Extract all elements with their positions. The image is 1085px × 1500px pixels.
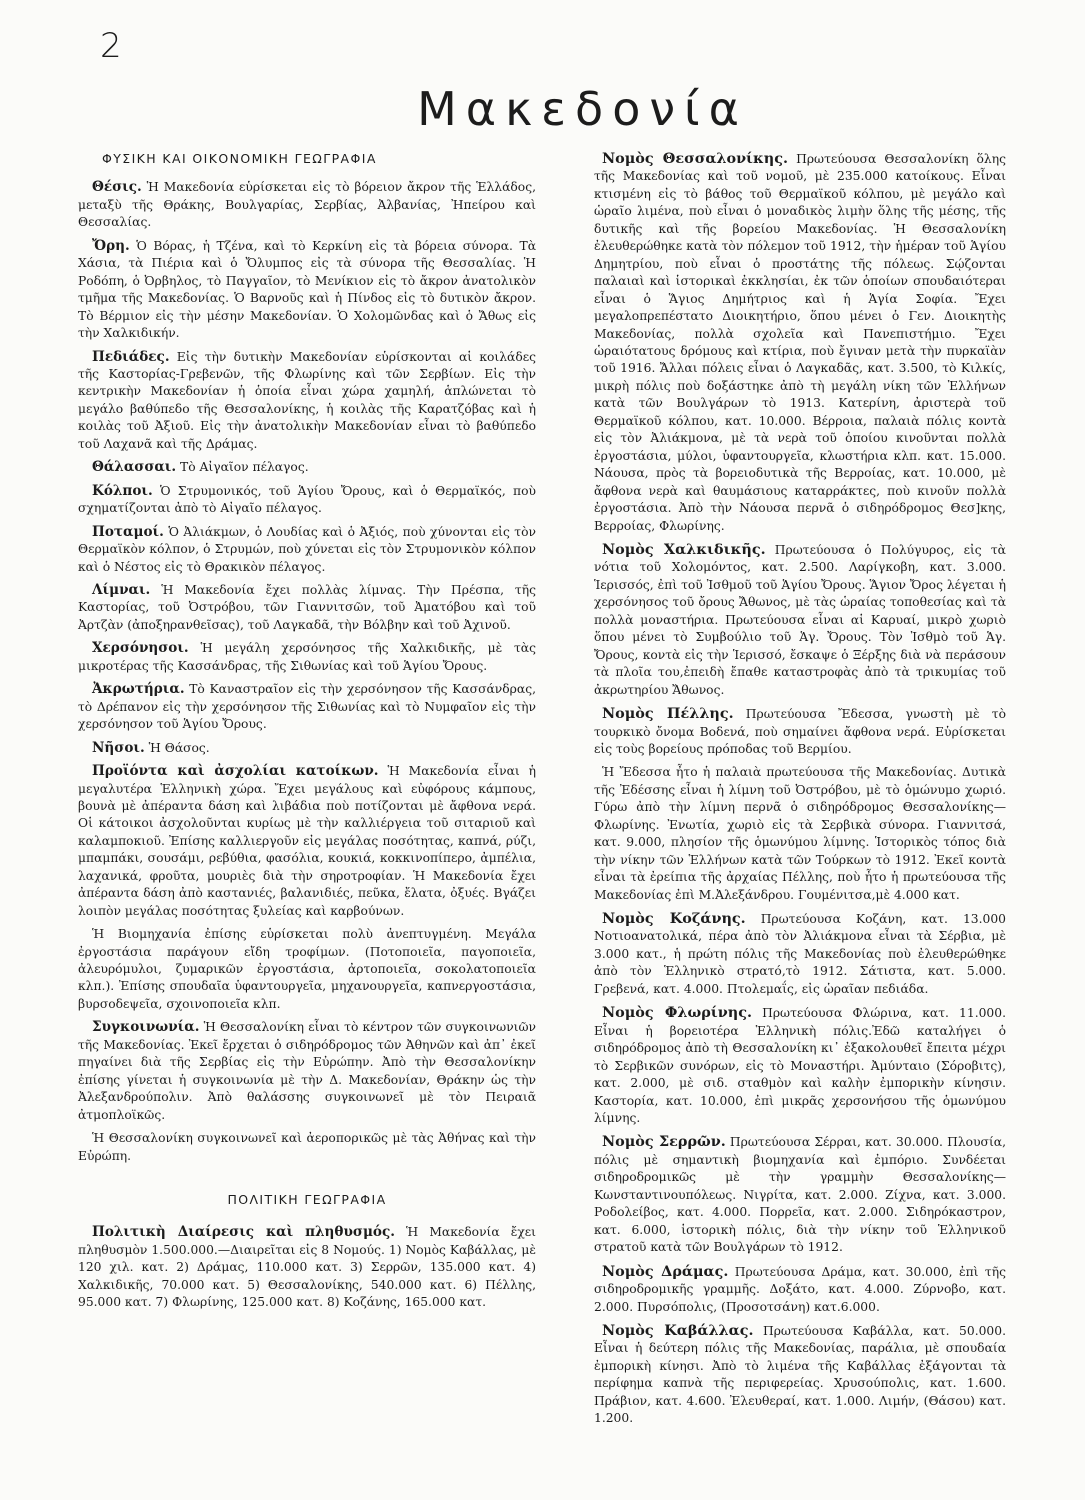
- paragraph-heading: Λίμναι.: [92, 581, 151, 598]
- paragraph-potamoi: [78, 524, 536, 576]
- paragraph-heading: Θάλασσαι.: [92, 459, 177, 476]
- paragraph-heading: Ποταμοί.: [92, 523, 164, 540]
- paragraph-text: Ἡ Μακεδονία εἶναι ἡ μεγαλυτέρα Ἑλληνικὴ χώρα. Ἔχει μεγάλους καὶ εὐφόρους κάμπους, βουνὰ μὲ ἀπέραντα δάση καὶ λιβάδια ποὺ ποτίζονται μὲ ἄφθονα νερά. Οἱ κάτοικοι ἀσχολοῦνται κυρίως μὲ τὴν καλλιέργεια τοῦ σιταριοῦ καὶ καλαμποκιοῦ. Ἐπίσης καλλιεργοῦν εἰς μεγάλας ποσότητας, καπνά, ρύζι, μπαμπάκι, σουσάμι, ρεβύθια, φασόλια, κουκιά, κοκκινοπίπερο, ἀμπέλια, λαχανικά, φροῦτα, μουριὲς διὰ τὴν σηροτροφίαν. Ἡ Μακεδονία ἔχει ἀπέραντα δάση ἀπὸ καστανιές, βαλανιδιές, πεῦκα, ἔλατα, ὀξυές. Βγάζει λοιπὸν μεγάλας ποσότητας ξυλείας καὶ καρβούνων.: [78, 764, 537, 918]
- prefecture-text: Πρωτεύουσα Ἔδεσσα, γνωστὴ μὲ τὸ τουρκικὸ ὄνομα Βοδενά, ποὺ σημαίνει ἄφθονα νερά. Εὑρίσκεται εἰς τοὺς βορείους πρόποδας τοῦ Βερμίου.: [594, 707, 1006, 756]
- paragraph-text: Ἡ Μακεδονία ἔχει πολλὰς λίμνας. Τὴν Πρέσπα, τῆς Καστορίας, τοῦ Ὀστρόβου, τῶν Γιαννιτσῶν, τοῦ Ἀματόβου καὶ τοῦ Ἀρτζὰν (ἀποξηρανθεῖσας), τοῦ Λαγκαδᾶ, τὴν Βόλβην καὶ τοῦ Ἀχινοῦ.: [78, 582, 536, 632]
- paragraph-pediades: [78, 349, 536, 454]
- paragraph-thalassai: [78, 459, 536, 476]
- paragraph-sygkoinonia: [78, 1019, 536, 1124]
- paragraph-heading: Κόλποι.: [92, 482, 153, 499]
- paragraph-text: Τὸ Αἰγαῖον πέλαγος.: [176, 460, 309, 475]
- paragraph-heading: Συγκοινωνία.: [92, 1019, 200, 1036]
- paragraph-text: Ἡ Μακεδονία ἔχει πληθυσμὸν 1.500.000.—Διαιρεῖται εἰς 8 Νομούς. 1) Νομὸς Καβάλλας, μὲ 120 χιλ. κατ. 2) Δράμας, 110.000 κατ. 3) Σερρῶν, 135.000 κατ. 4) Χαλκιδικῆς, 70.000 κατ. 5) Θεσσαλονίκης, 540.000 κατ. 6) Πέλλης, 95.000 κατ. 7) Φλωρίνης, 125.000 κατ. 8) Κοζάνης, 165.000 κατ.: [78, 1225, 536, 1310]
- prefecture-heading: Νομὸς Κοζάνης.: [602, 910, 746, 928]
- prefecture-text: Πρωτεύουσα Καβάλλα, κατ. 50.000. Εἶναι ἡ δεύτερη πόλις τῆς Μακεδονίας, παράλια, μὲ σπουδαία ἐμπορικὴ κίνησι. Ἀπὸ τὸ λιμένα τῆς Καβάλλας ἐξάγονται τὰ περίφημα καπνὰ τῆς περιφερείας. Χρυσούπολις, κατ. 1.600. Πράβιον, κατ. 4.600. Ἐλευθεραί, κατ. 1.000. Λιμήν, (Θάσου) κατ. 1.200.: [594, 1324, 1006, 1426]
- prefecture-kozanis: [594, 910, 1006, 998]
- prefecture-text: Πρωτεύουσα Δράμα, κατ. 30.000, ἐπὶ τῆς σιδηροδρομικῆς γραμμῆς. Δοξάτο, κατ. 4.000. Ζύρνοβο, κατ. 2.000. Πυρσόπολις, (Προσοτσάνη) κατ.6.000.: [594, 1264, 1006, 1314]
- paragraph-akrotiria: [78, 681, 536, 733]
- prefecture-text: Πρωτεύουσα Κοζάνη, κατ. 13.000 Νοτιοανατολικά, πέρα ἀπὸ τὸν Ἀλιάκμονα εἶναι τὰ Σέρβια, μὲ 3.000 κατ., ἡ πρώτη πόλις τῆς Μακεδονίας ποὺ ἐλευθερώθηκε ἀπὸ τὸν Ἑλληνικὸ στρατό,τὸ 1912. Σάτιστα, κατ. 5.000. Γρεβενά, κατ. 4.000. Πτολεμαΐς, εἰς ὡραῖαν πεδιάδα.: [594, 912, 1006, 996]
- paragraph-heading: Νῆσοι.: [92, 739, 145, 756]
- paragraph-edessa: Ἡ Ἔδεσσα ἦτο ἡ παλαιὰ πρωτεύουσα τῆς Μακεδονίας. Δυτικὰ τῆς Ἐδέσσης εἶναι ἡ λίμνη τοῦ Ὀστρόβου, μὲ τὸ ὁμώνυμο χωριό. Γύρω ἀπὸ τὴν λίμνη περνᾶ ὁ σιδηρόδρομος Θεσσαλονίκης—Φλωρίνης. Ἐνωτία, χωριὸ εἰς τὰ Σερβικὰ σύνορα. Γιαννιτσά, κατ. 9.000, πλησίον τῆς ὁμωνύμου λίμνης. Ἱστορικὸς τόπος διὰ τὴν νίκην τῶν Ἑλλήνων κατὰ τῶν Τούρκων τὸ 1912. Ἐκεῖ κοντὰ εἶναι τὰ ἐρείπια τῆς ἀρχαίας Πέλλης, ποὺ ἦτο ἡ πρωτεύουσα τῆς Μακεδονίας ἐπὶ Μ.Ἀλεξάνδρου. Γουμένιτσα,μὲ 4.000 κατ.: [594, 765, 1006, 902]
- prefecture-heading: Νομὸς Δράμας.: [602, 1262, 729, 1280]
- prefecture-chalkidikis: [594, 541, 1006, 699]
- prefecture-text: Πρωτεύουσα Σέρραι, κατ. 30.000. Πλουσία, πόλις μὲ σημαντικὴ βιομηχανία καὶ ἐμπόριο. Συνδέεται σιδηροδρομικῶς μὲ τὴν γραμμὴν Θεσσαλονίκης—Κωνσταντινουπόλεως. Νιγρίτα, κατ. 2.000. Ζίχνα, κατ. 3.000. Ροδολείβος, κατ. 4.000. Πορρεῖα, κατ. 2.000. Σιδηρόκαστρον, κατ. 6.000, ἱστορικὴ πόλις, διὰ τὴν νίκην τοῦ Ἑλληνικοῦ στρατοῦ κατὰ τῶν Βουλγάρων τὸ 1912.: [594, 1135, 1006, 1255]
- paragraph-text: Εἰς τὴν δυτικὴν Μακεδονίαν εὑρίσκονται αἱ κοιλάδες τῆς Καστορίας-Γρεβενῶν, τῆς Φλωρίνης καὶ τῶν Σερβίων. Εἰς τὴν κεντρικὴν Μακεδονίαν ἡ ὁποία εἶναι χώρα χαμηλή, ἁπλώνεται τὸ μεγάλο βαθύπεδο τῆς Θεσσαλονίκης, ἡ κοιλὰς τῆς Καρατζόβας καὶ ἡ κοιλὰς τοῦ Ἀξιοῦ. Εἰς τὴν ἀνατολικὴν Μακεδονίαν εἶναι τὸ βαθύπεδο τοῦ Λαχανᾶ καὶ τῆς Δράμας.: [78, 349, 536, 451]
- prefecture-text: Πρωτεύουσα Φλώρινα, κατ. 11.000. Εἶναι ἡ βορειοτέρα Ἑλληνικὴ πόλις.Ἐδῶ καταλήγει ὁ σιδηρόδρομος ἀπὸ τὴ Θεσσαλονίκη κι᾿ ἐξακολουθεῖ ἔπειτα μέχρι τὸ Σερβικῶν συνόρων, εἰς τὸ Μοναστήρι. Ἀμύνταιο (Σόροβιτς), κατ. 2.000, μὲ σιδ. σταθμὸν καὶ καλὴν ἐμπορικὴν κίνησιν. Καστορία, κατ. 10.000, ἐπὶ μικρᾶς χερσονήσου τῆς ὁμωνύμου λίμνης.: [594, 1006, 1006, 1126]
- paragraph-heading: Χερσόνησοι.: [92, 640, 189, 657]
- paragraph-limnai: [78, 582, 536, 634]
- page-title: Μακεδονία: [417, 82, 748, 136]
- prefecture-text: Πρωτεύουσα Θεσσαλονίκη ὅλης τῆς Μακεδονίας καὶ τοῦ νομοῦ, μὲ 235.000 κατοίκους. Εἶναι κτισμένη εἰς τὸ βάθος τοῦ Θερμαϊκοῦ κόλπου, μὲ μεγάλο καὶ ὡραῖο λιμένα, ποὺ εἶναι ὁ μοναδικὸς λιμὴν ὅλης τῆς μέσης, τῆς δυτικῆς καὶ τῆς βορείου Μακεδονίας. Ἡ Θεσσαλονίκη ἐλευθερώθηκε κατὰ τὸν πόλεμον τοῦ 1912, τὴν ἡμέραν τοῦ Ἁγίου Δημητρίου, ποὺ εἶναι ὁ προστάτης τῆς πόλεως. Σῴζονται παλαιαὶ καὶ ἱστορικαὶ ἐκκλησίαι, ἐκ τῶν ὁποίων σπουδαιότεραι εἶναι ὁ Ἅγιος Δημήτριος καὶ ἡ Ἁγία Σοφία. Ἔχει μεγαλοπρεπέστατο Διοικητήριο, ὅπου μένει ὁ Γεν. Διοικητὴς Μακεδονίας, πολλὰ σχολεῖα καὶ Πανεπιστήμιο. Ἔχει ὡραιότατους δρόμους καὶ κτίρια, ποὺ ἔγιναν μετὰ τὴν πυρκαϊὰν τοῦ 1916. Ἄλλαι πόλεις εἶναι ὁ Λαγκαδᾶς, κατ. 3.500, τὸ Κιλκίς, μικρὴ πόλις ποὺ δοξάστηκε ἀπὸ τὴ μεγάλη νίκη τῶν Ἑλλήνων κατὰ τῶν Βουλγάρων τὸ 1913. Κατερίνη, ἀριστερὰ τοῦ Θερμαϊκοῦ κόλπου, κατ. 10.000. Βέρροια, παλαιὰ πόλις κοντὰ εἰς τὸν Ἀλιάκμονα, μὲ τὰ νερὰ τοῦ ὁποίου κινοῦνται πολλὰ ἐργοστάσια, μύλοι, ὑφαντουργεῖα, κλωστήρια κλπ. κατ. 15.000. Νάουσα, πρὸς τὰ βορειοδυτικὰ τῆς Βερροίας, κατ. 10.000, μὲ ἄφθονα νερὰ καὶ θαυμάσιους καταρράκτες, ποὺ κινοῦν πολλὰ ἐργοστάσια. Ἀπὸ τὴν Νάουσα περνᾶ ὁ σιδηρόδρομος Θεσ]κης, Βερροίας, Φλωρίνης.: [594, 152, 1006, 533]
- paragraph-text: Τὸ Καναστραῖον εἰς τὴν χερσόνησον τῆς Κασσάνδρας, τὸ Δρέπανον εἰς τὴν χερσόνησον τῆς Σιθωνίας καὶ τὸ Νυμφαῖον εἰς τὴν χερσόνησον τοῦ Ἁγίου Ὄρους.: [78, 682, 536, 732]
- prefecture-thessalonikis: [594, 150, 1006, 535]
- section-heading-political: ΠΟΛΙΤΙΚΗ ΓΕΩΓΡΑΦΙΑ: [227, 1192, 387, 1208]
- prefecture-kavallas: [594, 1322, 1006, 1428]
- paragraph-thesis: [78, 179, 536, 231]
- paragraph-heading: Προϊόντα καὶ ἀσχολίαι κατοίκων.: [92, 763, 379, 780]
- prefecture-heading: Νομὸς Πέλλης.: [602, 705, 734, 723]
- prefecture-heading: Νομὸς Θεσσαλονίκης.: [602, 150, 789, 167]
- paragraph-heading: Πολιτικὴ Διαίρεσις καὶ πληθυσμός.: [92, 1224, 395, 1241]
- paragraph-text: Ὁ Βόρας, ἡ Τζένα, καὶ τὸ Κερκίνη εἰς τὰ βόρεια σύνορα. Τὰ Χάσια, τὰ Πιέρια καὶ ὁ Ὄλυμπος εἰς τὰ σύνορα τῆς Θεσσαλίας. Ἡ Ροδόπη, ὁ Ὀρβηλος, τὸ Παγγαῖον, τὸ Μενίκιον εἰς τὸ ἄκρον ἀνατολικὸν τμῆμα τῆς Μακεδονίας. Ὁ Βαρνοῦς καὶ ἡ Πίνδος εἰς τὸ δυτικὸν ἄκρον. Τὸ Βέρμιον εἰς τὴν μέσην Μακεδονίαν. Ὁ Χολομῶνδας καὶ ὁ Ἄθως εἰς τὴν Χαλκιδικήν.: [78, 238, 536, 341]
- paragraph-proionta: [78, 763, 536, 920]
- prefecture-florinis: [594, 1004, 1006, 1127]
- paragraph-chersonisoi: [78, 640, 536, 675]
- prefecture-pellis: [594, 705, 1006, 758]
- paragraph-politiki: [78, 1224, 536, 1311]
- paragraph-text: Ἡ μεγάλη χερσόνησος τῆς Χαλκιδικῆς, μὲ τὰς μικροτέρας τῆς Κασσάνδρας, τῆς Σιθωνίας καὶ τοῦ Ἁγίου Ὄρους.: [78, 641, 536, 673]
- paragraph-text: Ἡ Θεσσαλονίκη εἶναι τὸ κέντρον τῶν συγκοινωνιῶν τῆς Μακεδονίας. Ἐκεῖ ἔρχεται ὁ σιδηρόδρομος τῶν Ἀθηνῶν καὶ ἀπ᾿ ἐκεῖ πηγαίνει διὰ τῆς Σερβίας εἰς τὴν Εὐρώπην. Ἀπὸ τὴν Θεσσαλονίκην ἐπίσης γίνεται ἡ συγκοινωνία μὲ τὴν Δ. Μακεδονίαν, Θράκην ὡς τὴν Ἀλεξανδρούπολιν. Ἀπὸ θαλάσσης συγκοινωνεῖ μὲ τὸν Πειραιᾶ ἀτμοπλοϊκῶς.: [78, 1020, 536, 1122]
- prefecture-dramas: [594, 1263, 1006, 1316]
- paragraph-text: Ἡ Θάσος.: [144, 740, 210, 755]
- prefecture-heading: Νομὸς Καβάλλας.: [602, 1322, 754, 1339]
- left-column: [78, 150, 536, 1318]
- section-heading-physical: ΦΥΣΙΚΗ ΚΑΙ ΟΙΚΟΝΟΜΙΚΗ ΓΕΩΓΡΑΦΙΑ: [102, 151, 377, 166]
- right-column: [594, 150, 1006, 1434]
- paragraph-heading: Πεδιάδες.: [92, 348, 170, 365]
- paragraph-viomichania: Ἡ Βιομηχανία ἐπίσης εὑρίσκεται πολὺ ἀνεπτυγμένη. Μεγάλα ἐργοστάσια παράγουν εἴδη τροφίμων. (Ποτοποιεῖα, παγοποιεῖα, ἀλευρόμυλοι, ζυμαρικῶν ἐργοστάσια, ἀρτοποιεῖα, σοκολατοποιεῖα κλπ.). Ἐπίσης σπουδαῖα ὑφαντουργεῖα, μηχανουργεῖα, καπνεργοστάσια, βυρσοδεψεῖα, σχοινοποιεῖα κλπ.: [78, 927, 536, 1011]
- paragraph-text: Ἡ Μακεδονία εὑρίσκεται εἰς τὸ βόρειον ἄκρον τῆς Ἑλλάδος, μεταξὺ τῆς Θράκης, Βουλγαρίας, Σερβίας, Ἀλβανίας, Ἠπείρου καὶ Θεσσαλίας.: [78, 180, 536, 230]
- prefecture-heading: Νομὸς Χαλκιδικῆς.: [602, 540, 766, 558]
- paragraph-text: Ὁ Ἀλιάκμων, ὁ Λουδίας καὶ ὁ Ἀξιός, ποὺ χύνονται εἰς τὸν Θερμαϊκὸν κόλπον, ὁ Στρυμών, ποὺ χύνεται εἰς τὸν Στρυμονικὸν κόλπον καὶ ὁ Νέστος εἰς τὸ Θρακικὸν πέλαγος.: [78, 524, 536, 574]
- page-number: 2: [100, 26, 122, 66]
- paragraph-heading: Ἀκρωτήρια.: [92, 681, 185, 698]
- prefecture-heading: Νομὸς Σερρῶν.: [602, 1133, 726, 1151]
- paragraph-aeroporikos: Ἡ Θεσσαλονίκη συγκοινωνεῖ καὶ ἀεροπορικῶς μὲ τὰς Ἀθήνας καὶ τὴν Εὐρώπη.: [78, 1131, 536, 1163]
- prefecture-heading: Νομὸς Φλωρίνης.: [602, 1004, 752, 1022]
- paragraph-nisoi: [78, 740, 536, 757]
- paragraph-kolpoi: [78, 483, 536, 518]
- prefecture-serron: [594, 1133, 1006, 1256]
- paragraph-heading: Θέσις.: [92, 179, 142, 196]
- paragraph-heading: Ὄρη.: [92, 237, 130, 254]
- paragraph-ori: [78, 238, 536, 343]
- prefecture-text: Πρωτεύουσα ὁ Πολύγυρος, εἰς τὰ νότια τοῦ Χολομόντος, κατ. 2.500. Λαρίγκοβη, κατ. 3.000. Ἱερισσός, ἐπὶ τοῦ Ἰσθμοῦ τοῦ Ἁγίου Ὄρους. Ἅγιον Ὄρος λέγεται ἡ χερσόνησος τοῦ ὄρους Ἄθωνος, μὲ τὰς ὡραίας τοποθεσίας καὶ τὰ πολλὰ μοναστήρια. Πρωτεύουσα εἶναι αἱ Καρυαί, μικρὸ χωριὸ ὅπου μένει τὸ Συμβούλιο τοῦ Ἁγ. Ὄρους. Τὸν Ἰσθμὸ τοῦ Ἁγ. Ὄρους, κοντὰ εἰς τὴν Ἱερισσό, ἔσκαψε ὁ Ξέρξης διὰ νὰ περάσουν τὰ πλοῖα του,ἐπειδὴ ἔπαθε καταστροφὰς ἀπὸ τὰ τρικυμίας τοῦ ἀκρωτηρίου Ἄθωνος.: [594, 542, 1006, 697]
- paragraph-text: Ὁ Στρυμονικός, τοῦ Ἁγίου Ὄρους, καὶ ὁ Θερμαϊκός, ποὺ σχηματίζονται ἀπὸ τὸ Αἰγαῖο πέλαγος.: [78, 483, 536, 516]
